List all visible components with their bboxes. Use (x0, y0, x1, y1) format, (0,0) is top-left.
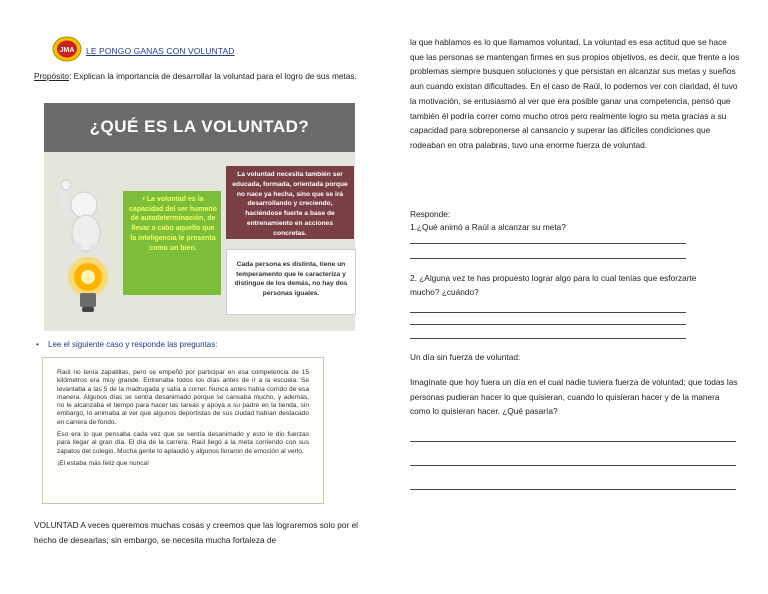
definition-text: • La voluntad es la capacidad del ser humano de autodeterminación, de llevar a cabo aquello que la inteligencia le presenta como un bien. (129, 196, 217, 252)
infographic-title: ¿QUÉ ES LA VOLUNTAD? (89, 117, 310, 136)
school-logo (52, 36, 82, 62)
story-text (57, 369, 309, 472)
question-1: 1.¿Qué animó a Raúl a alcanzar su meta? (410, 222, 566, 232)
education-text: La voluntad necesita también ser educada, formada, orientada porque no nace ya hecha, sino que se irá desarrollando y creciendo, haciéndose fuerte a base de entrenamiento en acciones concretas. (232, 171, 348, 237)
purpose-label: Propósito (34, 71, 70, 81)
answer-line[interactable] (410, 258, 686, 259)
instruction-text: Lee el siguiente caso y responde las preguntas: (48, 340, 218, 349)
figure-on-lightbulb-illustration (52, 177, 120, 317)
answer-line[interactable] (410, 489, 736, 490)
purpose-body: : Explican la importancia de desarrollar la voluntad para el logro de sus metas. (69, 71, 357, 81)
voluntad-infographic (44, 103, 355, 331)
education-box-red (226, 166, 354, 239)
story-box (42, 357, 324, 504)
answer-line[interactable] (410, 324, 686, 325)
header-title: LE PONGO GANAS CON VOLUNTAD (86, 46, 235, 56)
answer-line[interactable] (410, 465, 736, 466)
story-paragraph: Eso era lo que pensaba cada vez que se sentía desanimado y esto le dio fuerzas para llegar al gran día. El día de la carrera, Raúl llegó a la meta corriendo con sus zapatos del colegio. Mucha gente lo aplaudió y algunos lloraron de emoción al verlo. (57, 431, 309, 455)
voluntad-intro: VOLUNTAD A veces queremos muchas cosas y creemos que las lograremos solo por el hecho de desearlas; sin embargo, se necesita mucha fortaleza de (34, 520, 359, 545)
responde-heading: Responde: (410, 209, 451, 219)
dia-text: Imagínate que hoy fuera un día en el cual nadie tuviera fuerza de voluntad; que todas las personas pudieran hacer lo que quisieran, cuando lo quisieran hacer y de la manera como lo quisieran hacer. ¿Qué pasaría? (410, 377, 738, 417)
answer-line[interactable] (410, 338, 686, 339)
bullet-icon: • (36, 340, 39, 349)
temperament-box (226, 249, 356, 315)
answer-line[interactable] (410, 243, 686, 244)
voluntad-paragraph: la que hablamos es lo que llamamos voluntad. La voluntad es esa actitud que se hace que las personas se mantengan firmes en sus propios objetivos, es decir, que frente a los problemas siempre busquen soluciones y que persistan en alcanzar sus metas y sueños aun cuando existan dificultades. En el caso de Raúl, lo podemos ver con claridad, él tuvo la motivación, se entusiasmó al ver que era posible ganar una competencia, pensó que también él podría correr como mucho otros pero realmente logro su meta gracias a su capacidad para sobreponerse al cansancio y superar las difíciles condiciones que rodeaban en otra palabras, tuvo una enorme fuerza de voluntad. (410, 37, 740, 150)
question-2: 2. ¿Alguna vez te has propuesto lograr algo para lo cual tenías que esforzarte mucho? ¿cuándo? (410, 273, 697, 297)
answer-line[interactable] (410, 441, 736, 442)
dia-title: Un día sin fuerza de voluntad: (410, 352, 521, 362)
story-paragraph: Raúl no tenía zapatillas, pero se empeñó por participar en esa competencia de 15 kilómetros era muy grande. Entrenaba todos los días antes de ir a la escuela. Se levantaba a las 5 de la madrugada y salía a correr. Nunca antes había corrido de esa manera. Algunos días se sentía desanimado porque se cansaba mucho, y además, no le alcanzaba el tiempo para hacer las tareas y apoya a su padre en la tienda, sin embargo, lo animaba al ver que algunos deportistas de sus ciudad habían destacado en carrera de fondo. (57, 369, 309, 426)
answer-line[interactable] (410, 312, 686, 313)
purpose-text (34, 70, 364, 84)
temperament-text: Cada persona es distinta, tiene un temperamento que le caracteriza y distingue de los demás, no hay dos personas iguales. (234, 261, 348, 297)
definition-box-green (123, 191, 221, 295)
logo-text: JMA (59, 47, 75, 54)
story-paragraph: ¡El estaba más feliz que nunca! (57, 459, 149, 467)
